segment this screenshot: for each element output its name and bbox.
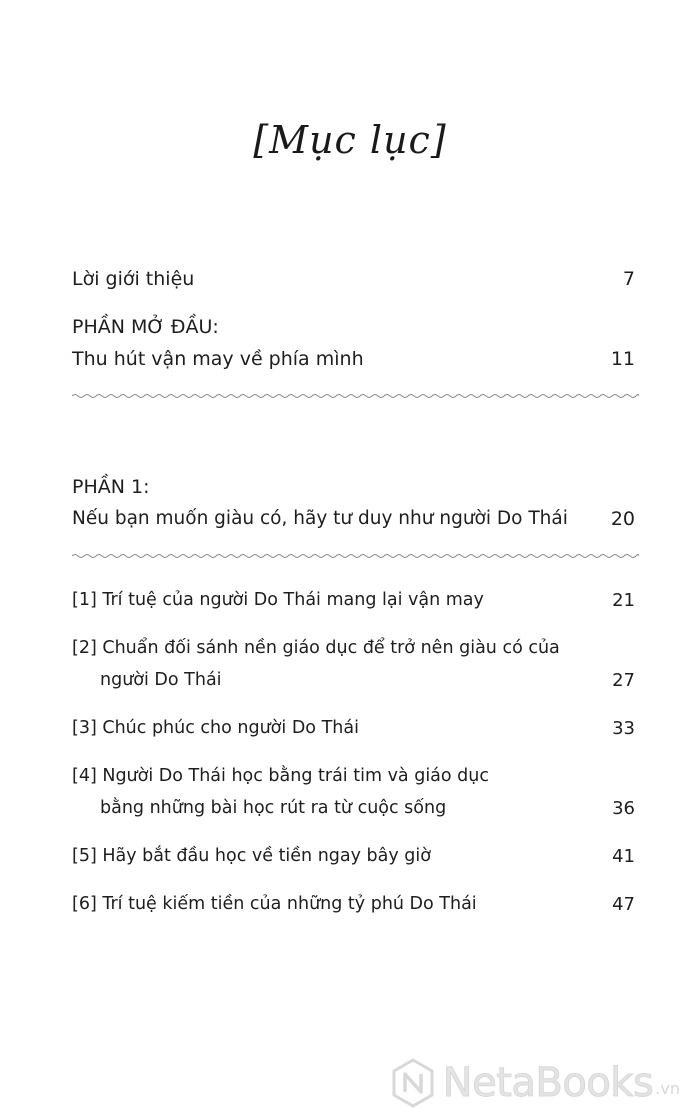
opening-title: Thu hút vận may về phía mình [72, 348, 364, 370]
toc-item-1: [1] Trí tuệ của người Do Thái mang lại vận may [72, 590, 484, 610]
toc-item-6: [6] Trí tuệ kiếm tiền của những tỷ phú Do Thái [72, 894, 477, 914]
part1-page: 20 [610, 508, 635, 530]
toc-item-4: [4] Người Do Thái học bằng trái tim và giáo dục [72, 766, 489, 786]
watermark-text: NetaBooks [442, 1060, 654, 1106]
toc-item-5-page: 41 [612, 846, 635, 867]
toc-item-2-cont: người Do Thái [100, 670, 222, 690]
toc-item-4-page: 36 [612, 798, 635, 819]
toc-item-3-page: 33 [612, 718, 635, 739]
intro-page: 7 [622, 268, 635, 290]
opening-part-label: PHẦN MỞ ĐẦU: [72, 316, 219, 338]
part1-title: Nếu bạn muốn giàu có, hãy tư duy như người Do Thái [72, 508, 568, 529]
netabooks-logo-icon [391, 1058, 435, 1108]
toc-item-3: [3] Chúc phúc cho người Do Thái [72, 718, 359, 738]
part1-label: PHẦN 1: [72, 476, 150, 498]
toc-item-5: [5] Hãy bắt đầu học về tiền ngay bây giờ [72, 846, 431, 866]
toc-item-4-cont: bằng những bài học rút ra từ cuộc sống [100, 798, 447, 818]
divider-wave [72, 392, 639, 400]
page-title: [Mục lục] [253, 118, 447, 162]
watermark-suffix: .vn [655, 1079, 680, 1098]
divider-wave [72, 552, 639, 560]
toc-item-6-page: 47 [612, 894, 635, 915]
toc-item-2-page: 27 [612, 670, 635, 691]
toc-item-2: [2] Chuẩn đối sánh nền giáo dục để trở nên giàu có của [72, 638, 560, 658]
watermark [391, 1058, 680, 1108]
opening-page: 11 [610, 348, 635, 370]
toc-item-1-page: 21 [612, 590, 635, 611]
intro-label: Lời giới thiệu [72, 268, 195, 290]
